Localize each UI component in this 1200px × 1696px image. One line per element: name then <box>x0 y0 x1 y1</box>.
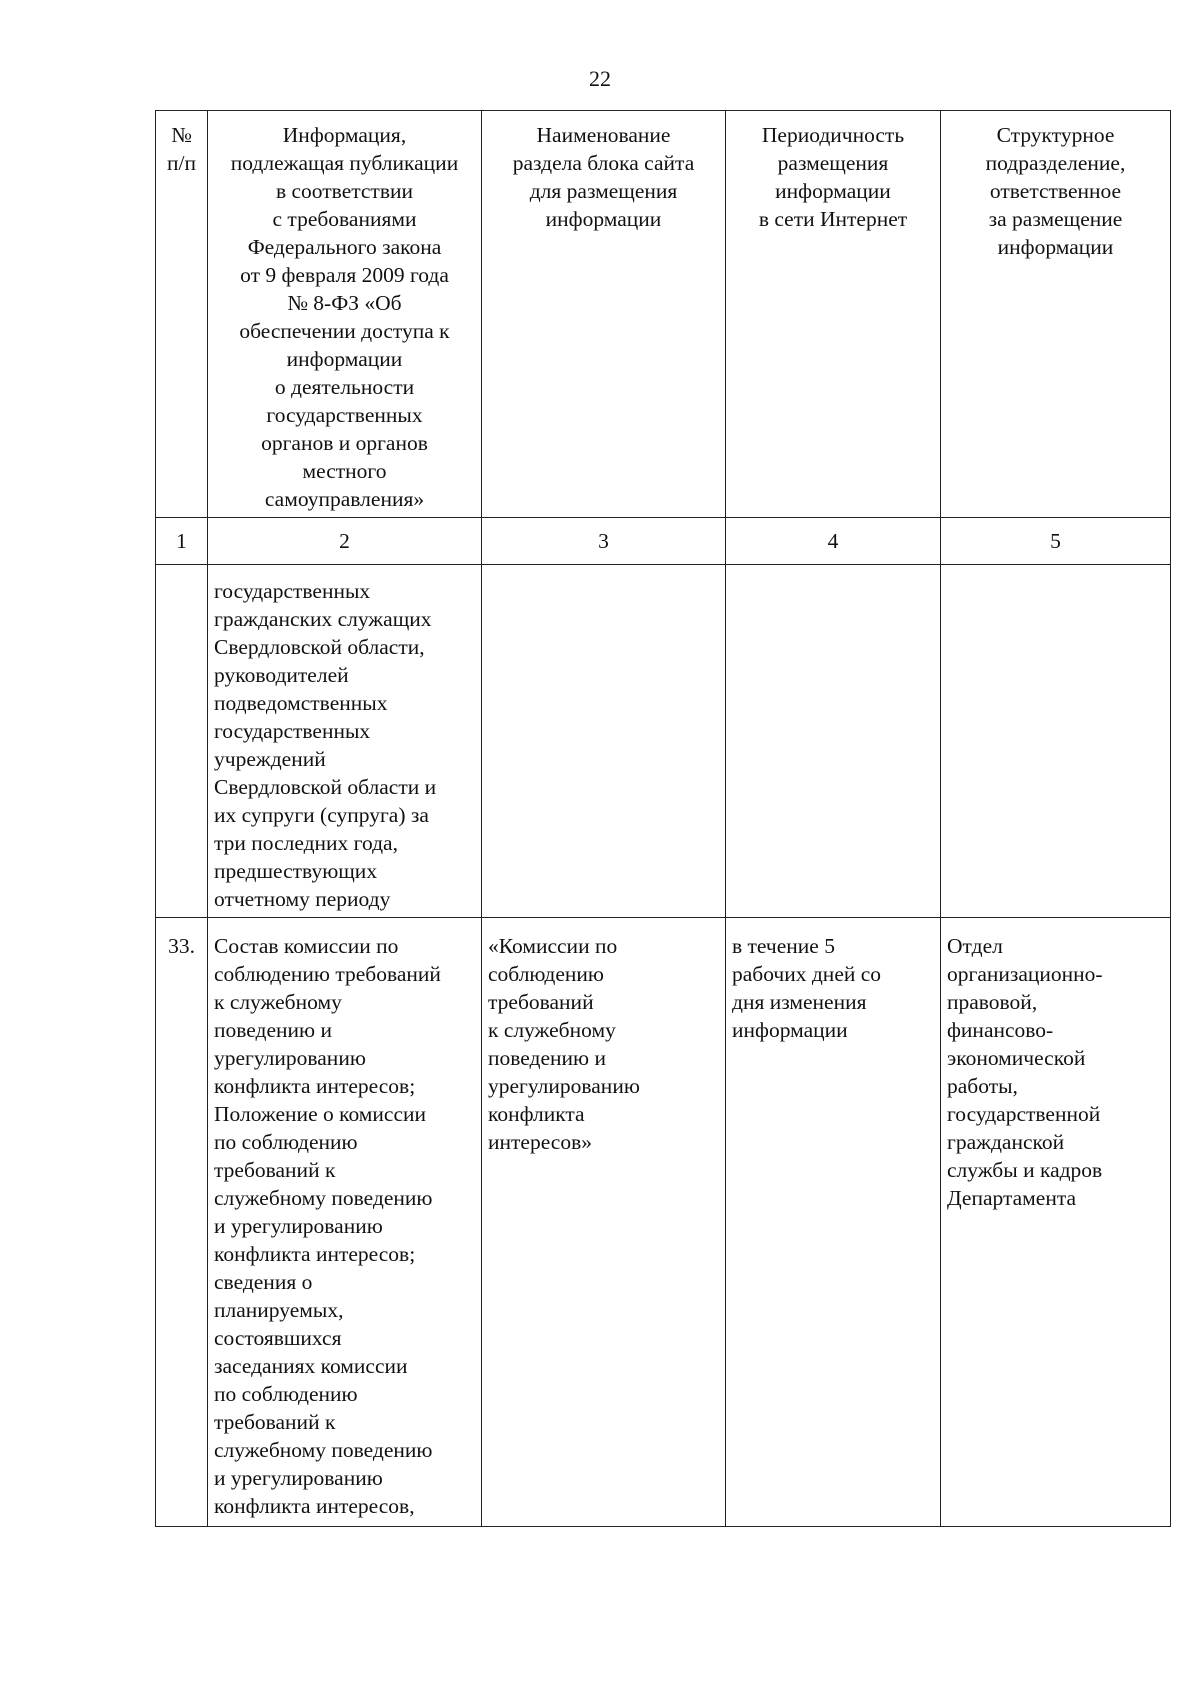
row-section-name: «Комиссии по соблюдению требований к служебному поведению и урегулированию конфликта интересов» <box>482 918 726 1527</box>
column-number-2: 2 <box>208 518 482 565</box>
header-information: Информация, подлежащая публикации в соответствии с требованиями Федерального закона от 9 февраля 2009 года № 8-ФЗ «Об обеспечении доступа к информации о деятельности государственных органов и органов местного самоуправления» <box>208 111 482 518</box>
row-information: Состав комиссии по соблюдению требований к служебному поведению и урегулированию конфликта интересов; Положение о комиссии по соблюдению требований к служебному поведению и урегулированию конфликта интересов; сведения о планируемых, состоявшихся заседаниях комиссии по соблюдению требований к служебному поведению и урегулированию конфликта интересов, <box>208 918 482 1527</box>
page-number: 22 <box>589 66 611 91</box>
row-number: 33. <box>156 918 208 1527</box>
header-number: № п/п <box>156 111 208 518</box>
row-department <box>941 565 1171 918</box>
column-number-5: 5 <box>941 518 1171 565</box>
row-information: государственных гражданских служащих Свердловской области, руководителей подведомственных государственных учреждений Свердловской области и их супруги (супруга) за три последних года, предшествующих отчетному периоду <box>208 565 482 918</box>
row-periodicity: в течение 5 рабочих дней со дня изменения информации <box>726 918 941 1527</box>
row-periodicity <box>726 565 941 918</box>
header-section-name: Наименование раздела блока сайта для размещения информации <box>482 111 726 518</box>
column-number-1: 1 <box>156 518 208 565</box>
information-table <box>155 110 1171 1527</box>
column-number-3: 3 <box>482 518 726 565</box>
header-periodicity: Периодичность размещения информации в сети Интернет <box>726 111 941 518</box>
row-department: Отдел организационно- правовой, финансово- экономической работы, государственной гражданской службы и кадров Департамента <box>941 918 1171 1527</box>
row-number <box>156 565 208 918</box>
table-row-33 <box>156 918 1171 1527</box>
table-row-continuation <box>156 565 1171 918</box>
column-number-4: 4 <box>726 518 941 565</box>
table-header-row <box>156 111 1171 518</box>
column-number-row <box>156 518 1171 565</box>
header-department: Структурное подразделение, ответственное за размещение информации <box>941 111 1171 518</box>
row-section-name <box>482 565 726 918</box>
